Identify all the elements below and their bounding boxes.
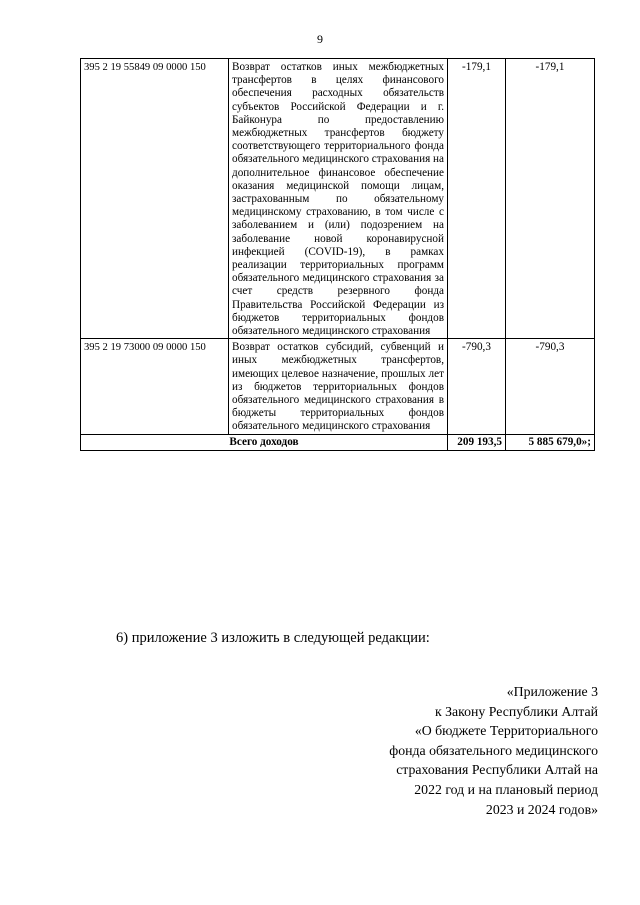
row-name: Возврат остатков субсидий, субвенций и иных межбюджетных трансфертов, имеющих целевое назначение, прошлых лет из бюджетов территориальных фондов обязательного медицинского страхования в бюджеты территориальных фондов обязательного медицинского страхования: [229, 339, 448, 434]
table-row: [81, 339, 595, 434]
total-label: Всего доходов: [81, 434, 448, 450]
appendix-header: [338, 682, 598, 819]
row-code: 395 2 19 55849 09 0000 150: [81, 59, 229, 339]
appendix-line: «О бюджете Территориального: [414, 723, 598, 739]
row-code: 395 2 19 73000 09 0000 150: [81, 339, 229, 434]
appendix-line: 2022 год и на плановый период: [414, 781, 598, 797]
row-value-2022: -790,3: [448, 339, 506, 434]
amendment-instruction: 6) приложение 3 изложить в следующей редакции:: [116, 630, 430, 646]
row-name: Возврат остатков иных межбюджетных трансфертов в целях финансового обеспечения расходных обязательств субъектов Российской Федерации и г. Байконура по предоставлению межбюджетных трансфертов бюджету соответствующего территориального фонда обязательного медицинского страхования на дополнительное финансовое обеспечение оказания медицинской помощи лицам, застрахованным по обязательному медицинскому страхованию, в том числе с заболеванием и (или) подозрением на заболевание новой коронавирусной инфекцией (COVID-19), в рамках реализации территориальных программ обязательного медицинского страхования за счет средств резервного фонда Правительства Российской Федерации из бюджетов территориальных фондов обязательного медицинского страхования: [229, 59, 448, 339]
total-value-total: 5 885 679,0»;: [506, 434, 595, 450]
appendix-line: 2023 и 2024 годов»: [485, 801, 598, 817]
total-value-2022: 209 193,5: [448, 434, 506, 450]
page-number: 9: [317, 32, 323, 46]
row-value-total: -790,3: [506, 339, 595, 434]
table-row: [81, 59, 595, 339]
appendix-line: «Приложение 3: [506, 684, 598, 699]
total-row: [81, 434, 595, 450]
appendix-line: страхования Республики Алтай на: [396, 762, 598, 778]
appendix-line: фонда обязательного медицинского: [389, 742, 598, 758]
appendix-line: к Закону Республики Алтай: [434, 703, 598, 719]
row-value-total: -179,1: [506, 59, 595, 339]
budget-table: [80, 58, 595, 451]
row-value-2022: -179,1: [448, 59, 506, 339]
